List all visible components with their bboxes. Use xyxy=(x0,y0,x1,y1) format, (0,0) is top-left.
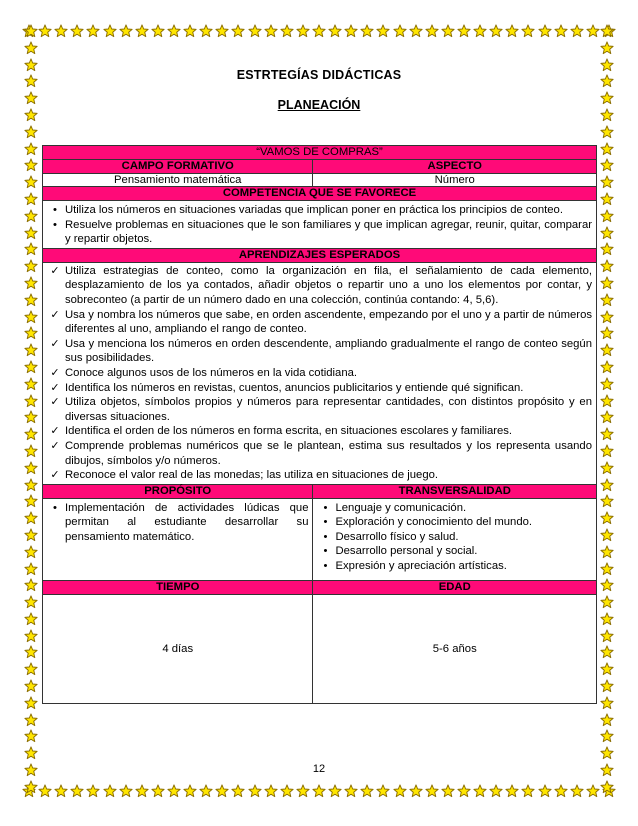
bullet-icon: • xyxy=(323,560,328,573)
star-icon xyxy=(24,679,38,693)
star-icon xyxy=(489,24,503,38)
star-icon xyxy=(24,629,38,643)
star-icon xyxy=(554,784,568,798)
star-icon xyxy=(24,494,38,508)
star-icon xyxy=(600,259,614,273)
star-icon xyxy=(360,784,374,798)
star-icon xyxy=(600,276,614,290)
star-icon xyxy=(151,784,165,798)
star-icon xyxy=(328,24,342,38)
star-icon xyxy=(600,461,614,475)
star-icon xyxy=(24,645,38,659)
star-icon xyxy=(600,780,614,794)
check-icon: ✓ xyxy=(50,381,60,394)
star-icon xyxy=(441,784,455,798)
star-icon xyxy=(600,326,614,340)
star-icon xyxy=(54,24,68,38)
star-icon xyxy=(38,24,52,38)
star-icon xyxy=(538,784,552,798)
star-icon xyxy=(248,24,262,38)
page-number: 12 xyxy=(312,763,326,775)
star-icon xyxy=(215,24,229,38)
star-icon xyxy=(600,478,614,492)
star-icon xyxy=(600,578,614,592)
star-icon xyxy=(570,784,584,798)
star-icon xyxy=(24,226,38,240)
check-icon: ✓ xyxy=(50,425,60,438)
star-icon xyxy=(505,24,519,38)
star-icon xyxy=(600,545,614,559)
star-icon xyxy=(24,713,38,727)
star-icon xyxy=(344,24,358,38)
star-icon xyxy=(600,562,614,576)
tiempo-header-row xyxy=(43,580,597,594)
star-icon xyxy=(473,784,487,798)
star-icon xyxy=(296,24,310,38)
star-icon xyxy=(600,612,614,626)
star-icon xyxy=(441,24,455,38)
star-icon xyxy=(24,780,38,794)
bullet-icon: • xyxy=(323,516,328,529)
tiempo-value-row xyxy=(43,594,597,703)
aspecto-value: Número xyxy=(313,174,597,187)
check-icon: ✓ xyxy=(50,469,60,482)
star-icon xyxy=(24,662,38,676)
star-icon xyxy=(231,24,245,38)
star-icon xyxy=(24,612,38,626)
star-icon xyxy=(521,24,535,38)
star-icon xyxy=(24,545,38,559)
campo-aspecto-header-row xyxy=(43,160,597,174)
star-icon xyxy=(600,175,614,189)
list-item: • Lenguaje y comunicación. xyxy=(335,501,592,516)
list-item: ✓ Conoce algunos usos de los números en la vida cotidiana. xyxy=(50,366,358,379)
list-item: • Exploración y conocimiento del mundo. xyxy=(335,515,592,530)
star-icon xyxy=(600,511,614,525)
list-item: ✓ Usa y nombra los números que sabe, en orden ascendente, empezando por el uno y a partir de números diferentes al uno, ampliando el rango de conteo. xyxy=(50,308,592,336)
list-item: • Expresión y apreciación artísticas. xyxy=(335,559,592,574)
star-icon xyxy=(360,24,374,38)
list-item: • Implementación de actividades lúdicas que permitan al estudiante desarrollar su pensamiento matemático. xyxy=(65,501,308,545)
star-icon xyxy=(167,784,181,798)
star-border-right xyxy=(598,24,616,794)
star-icon xyxy=(600,444,614,458)
star-icon xyxy=(24,259,38,273)
proposito-header: PROPÓSITO xyxy=(43,484,313,498)
proposito-header-row xyxy=(43,484,597,498)
star-icon xyxy=(521,784,535,798)
star-icon xyxy=(24,562,38,576)
star-icon xyxy=(600,192,614,206)
star-icon xyxy=(457,24,471,38)
star-icon xyxy=(409,784,423,798)
star-icon xyxy=(600,494,614,508)
bullet-icon: • xyxy=(323,530,328,543)
star-icon xyxy=(600,394,614,408)
competencia-row xyxy=(43,201,597,249)
star-icon xyxy=(119,784,133,798)
star-icon xyxy=(199,24,213,38)
star-icon xyxy=(70,784,84,798)
edad-header: EDAD xyxy=(313,580,597,594)
star-icon xyxy=(24,377,38,391)
star-icon xyxy=(24,427,38,441)
proposito-row xyxy=(43,498,597,580)
star-icon xyxy=(600,293,614,307)
star-icon xyxy=(457,784,471,798)
star-icon xyxy=(600,645,614,659)
star-icon xyxy=(199,784,213,798)
star-icon xyxy=(409,24,423,38)
star-icon xyxy=(24,293,38,307)
star-icon xyxy=(600,679,614,693)
star-icon xyxy=(600,125,614,139)
campo-aspecto-value-row xyxy=(43,174,597,187)
star-icon xyxy=(24,158,38,172)
activity-title: “VAMOS DE COMPRAS” xyxy=(43,146,597,160)
star-icon xyxy=(24,41,38,55)
star-icon xyxy=(600,310,614,324)
list-item: ✓ Comprende problemas numéricos que se le plantean, estima sus resultados y los representa usando dibujos, símbolos y/o números. xyxy=(50,439,592,467)
star-icon xyxy=(24,478,38,492)
star-icon xyxy=(600,343,614,357)
star-icon xyxy=(473,24,487,38)
star-icon xyxy=(600,410,614,424)
star-icon xyxy=(24,276,38,290)
aprendizajes-header: APRENDIZAJES ESPERADOS xyxy=(43,248,597,262)
star-icon xyxy=(24,192,38,206)
bullet-icon: • xyxy=(53,218,57,231)
star-icon xyxy=(86,784,100,798)
star-icon xyxy=(24,24,38,38)
list-item: ✓ Identifica los números en revistas, cuentos, anuncios publicitarios y entiende qué significan. xyxy=(50,381,524,394)
star-icon xyxy=(600,629,614,643)
star-icon xyxy=(264,784,278,798)
list-item: ✓ Identifica el orden de los números en forma escrita, en situaciones escolares y familiares. xyxy=(50,425,513,438)
star-icon xyxy=(600,377,614,391)
transversalidad-header: TRANSVERSALIDAD xyxy=(313,484,597,498)
star-icon xyxy=(24,511,38,525)
star-icon xyxy=(328,784,342,798)
campo-value: Pensamiento matemática xyxy=(43,174,313,187)
aspecto-header: ASPECTO xyxy=(313,160,597,174)
star-icon xyxy=(24,310,38,324)
star-icon xyxy=(425,784,439,798)
star-icon xyxy=(24,360,38,374)
aprendizajes-header-row xyxy=(43,248,597,262)
star-icon xyxy=(135,784,149,798)
star-icon xyxy=(248,784,262,798)
star-icon xyxy=(70,24,84,38)
campo-header: CAMPO FORMATIVO xyxy=(43,160,313,174)
star-icon xyxy=(570,24,584,38)
star-icon xyxy=(24,578,38,592)
list-item: ✓ Usa y menciona los números en orden descendente, ampliando gradualmente el rango de conteo según sus posibilidades. xyxy=(50,337,592,365)
document-subheading: PLANEACIÓN xyxy=(277,98,361,112)
star-icon xyxy=(489,784,503,798)
star-icon xyxy=(600,226,614,240)
star-icon xyxy=(538,24,552,38)
star-icon xyxy=(376,784,390,798)
star-icon xyxy=(600,242,614,256)
star-icon xyxy=(215,784,229,798)
list-item: • Resuelve problemas en situaciones que le son familiares y que implican agregar, reunir, quitar, comparar y repartir objetos. xyxy=(65,218,592,247)
star-icon xyxy=(600,158,614,172)
star-icon xyxy=(554,24,568,38)
list-item: ✓ Utiliza estrategias de conteo, como la organización en fila, el señalamiento de cada elemento, desplazamiento de los ya contados, añadir objetos o repartir uno a uno los elementos por contar, y sobreconteo (a partir de un número dado en una colección, continúa contando: 4, 5,6). xyxy=(50,264,592,306)
star-icon xyxy=(600,41,614,55)
star-icon xyxy=(24,410,38,424)
star-icon xyxy=(24,326,38,340)
transversalidad-list xyxy=(317,501,592,574)
star-icon xyxy=(393,24,407,38)
check-icon: ✓ xyxy=(50,308,60,321)
star-icon xyxy=(24,528,38,542)
bullet-icon: • xyxy=(323,501,328,514)
list-item: • Desarrollo personal y social. xyxy=(335,544,592,559)
check-icon: ✓ xyxy=(50,396,60,409)
bullet-icon: • xyxy=(53,501,57,514)
list-item: ✓ Utiliza objetos, símbolos propios y números para representar cantidades, con distintos propósito y en diversas situaciones. xyxy=(50,396,592,423)
star-icon xyxy=(600,24,614,38)
competencia-header: COMPETENCIA QUE SE FAVORECE xyxy=(43,187,597,201)
star-icon xyxy=(600,209,614,223)
star-icon xyxy=(24,209,38,223)
proposito-list xyxy=(47,501,308,545)
star-icon xyxy=(24,746,38,760)
star-icon xyxy=(600,662,614,676)
star-icon xyxy=(38,784,52,798)
star-icon xyxy=(600,595,614,609)
star-border-left xyxy=(22,24,40,794)
check-icon: ✓ xyxy=(50,337,60,350)
star-border-bottom xyxy=(22,782,616,800)
star-icon xyxy=(167,24,181,38)
star-icon xyxy=(280,24,294,38)
star-icon xyxy=(296,784,310,798)
star-icon xyxy=(24,729,38,743)
star-icon xyxy=(264,24,278,38)
tiempo-header: TIEMPO xyxy=(43,580,313,594)
list-item: • Desarrollo físico y salud. xyxy=(335,530,592,545)
star-icon xyxy=(312,24,326,38)
star-icon xyxy=(24,142,38,156)
star-icon xyxy=(24,444,38,458)
star-icon xyxy=(24,242,38,256)
check-icon: ✓ xyxy=(50,264,60,277)
planning-table xyxy=(42,145,597,704)
star-icon xyxy=(24,461,38,475)
star-icon xyxy=(600,729,614,743)
star-icon xyxy=(600,142,614,156)
competencia-header-row xyxy=(43,187,597,201)
list-item: • Utiliza los números en situaciones variadas que implican poner en práctica los principios de conteo. xyxy=(65,203,592,218)
star-icon xyxy=(103,24,117,38)
star-icon xyxy=(24,343,38,357)
bullet-icon: • xyxy=(53,204,57,216)
star-icon xyxy=(103,784,117,798)
star-icon xyxy=(425,24,439,38)
star-icon xyxy=(151,24,165,38)
star-icon xyxy=(393,784,407,798)
star-icon xyxy=(231,784,245,798)
star-icon xyxy=(376,24,390,38)
star-icon xyxy=(505,784,519,798)
star-icon xyxy=(183,784,197,798)
star-icon xyxy=(86,24,100,38)
star-icon xyxy=(24,175,38,189)
star-icon xyxy=(600,746,614,760)
check-icon: ✓ xyxy=(50,366,60,379)
star-icon xyxy=(600,360,614,374)
star-icon xyxy=(600,713,614,727)
star-icon xyxy=(24,696,38,710)
star-icon xyxy=(600,427,614,441)
aprendizajes-row xyxy=(43,262,597,484)
check-icon: ✓ xyxy=(50,439,60,452)
star-icon xyxy=(135,24,149,38)
star-icon xyxy=(344,784,358,798)
star-icon xyxy=(600,696,614,710)
star-icon xyxy=(183,24,197,38)
document-heading: ESTRTEGÍAS DIDÁCTICAS xyxy=(236,68,402,82)
star-icon xyxy=(24,125,38,139)
star-icon xyxy=(312,784,326,798)
star-border-top xyxy=(22,22,616,40)
list-item: ✓ Reconoce el valor real de las monedas; las utiliza en situaciones de juego. xyxy=(50,469,439,482)
competencia-list xyxy=(47,203,592,247)
tiempo-value: 4 días xyxy=(43,594,313,703)
star-icon xyxy=(280,784,294,798)
activity-title-row xyxy=(43,146,597,160)
star-icon xyxy=(119,24,133,38)
star-icon xyxy=(54,784,68,798)
star-icon xyxy=(600,528,614,542)
bullet-icon: • xyxy=(323,545,328,558)
star-icon xyxy=(24,595,38,609)
aprendizajes-list xyxy=(47,264,592,483)
star-icon xyxy=(24,394,38,408)
edad-value: 5-6 años xyxy=(313,594,597,703)
